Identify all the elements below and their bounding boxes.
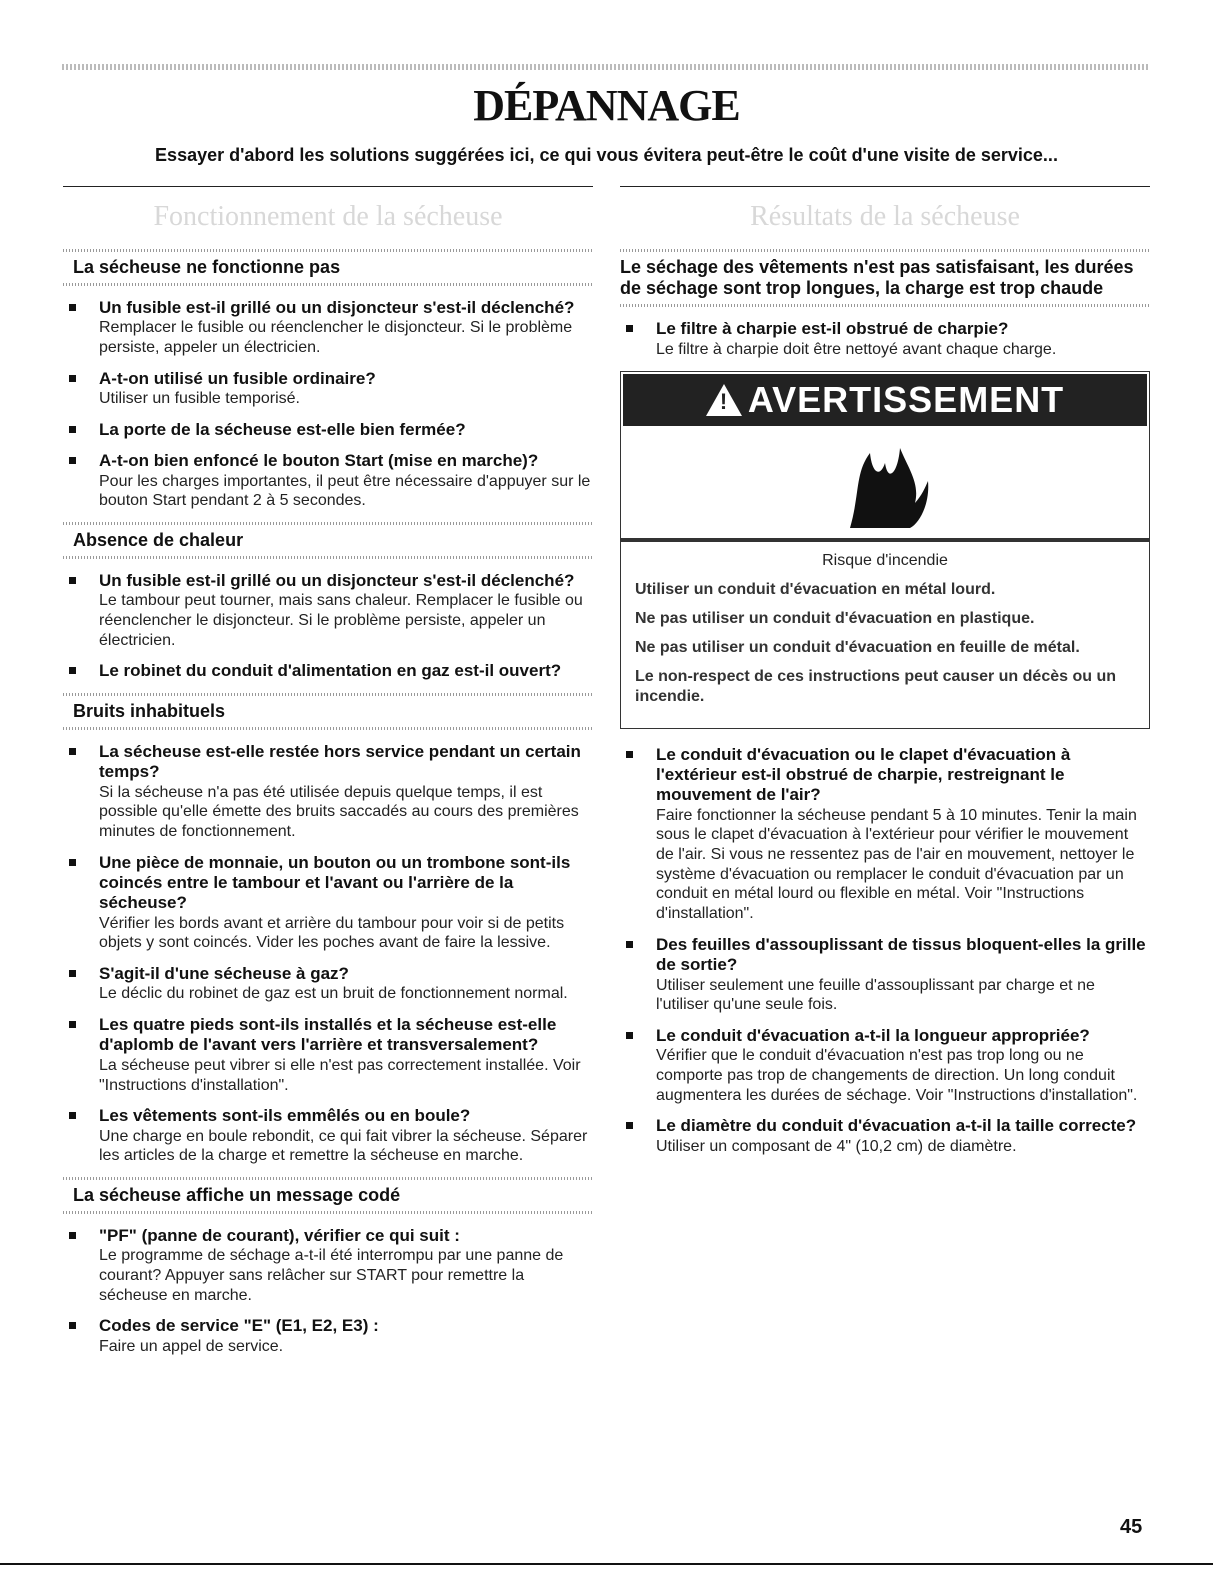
warning-risk: Risque d'incendie bbox=[822, 551, 948, 569]
item-answer: Pour les charges importantes, il peut être nécessaire d'appuyer sur le bouton Start pendant 2 à 5 secondes. bbox=[99, 472, 591, 510]
list-item bbox=[63, 742, 593, 842]
bullet-icon bbox=[69, 304, 76, 311]
item-question: Des feuilles d'assouplissant de tissus bloquent-elles la grille de sortie? bbox=[656, 934, 1146, 975]
warning-line: Le non-respect de ces instructions peut causer un décès ou un incendie. bbox=[635, 667, 1116, 705]
item-question: S'agit-il d'une sécheuse à gaz? bbox=[99, 964, 349, 984]
bullet-icon bbox=[69, 970, 76, 977]
list-item bbox=[63, 661, 593, 681]
bullet-icon bbox=[69, 375, 76, 382]
item-question: Les quatre pieds sont-ils installés et la sécheuse est-elle d'aplomb de l'avant vers l'arrière et transversalement? bbox=[99, 1015, 557, 1055]
warning-banner bbox=[623, 374, 1147, 426]
item-answer: Utiliser seulement une feuille d'assouplissant par charge et ne l'utiliser qu'une seule fois. bbox=[656, 976, 1095, 1014]
column-rule bbox=[620, 186, 1150, 187]
left-column bbox=[63, 186, 593, 1367]
troubleshooting-section bbox=[63, 249, 593, 511]
list-item bbox=[620, 1026, 1150, 1105]
page-title: DÉPANNAGE bbox=[473, 81, 740, 130]
page-number: 45 bbox=[1120, 1516, 1143, 1538]
item-list bbox=[63, 298, 593, 511]
list-item bbox=[63, 964, 593, 1004]
list-item bbox=[63, 1226, 593, 1305]
item-question: Le conduit d'évacuation ou le clapet d'évacuation à l'extérieur est-il obstrué de charpie, restreignant le mouvement de l'air? bbox=[656, 744, 1071, 805]
list-item bbox=[63, 1106, 593, 1166]
bottom-rule bbox=[0, 1563, 1213, 1565]
list-item bbox=[620, 319, 1150, 359]
warning-line: Utiliser un conduit d'évacuation en métal lourd. bbox=[635, 580, 996, 598]
warning-box bbox=[620, 371, 1150, 729]
list-item bbox=[63, 853, 593, 954]
section-divider bbox=[63, 283, 593, 286]
item-question: La sécheuse est-elle restée hors service pendant un certain temps? bbox=[99, 741, 581, 782]
item-answer: Utiliser un fusible temporisé. bbox=[99, 390, 300, 408]
item-question: Un fusible est-il grillé ou un disjoncteur s'est-il déclenché? bbox=[99, 298, 575, 317]
page-subtitle: Essayer d'abord les solutions suggérées ici, ce qui vous évitera peut-être le coût d'une visite de service... bbox=[155, 145, 1058, 165]
bullet-icon bbox=[626, 751, 633, 758]
item-answer: Le déclic du robinet de gaz est un bruit de fonctionnement normal. bbox=[99, 985, 568, 1003]
column-rule bbox=[63, 186, 593, 187]
warning-triangle-icon bbox=[706, 384, 742, 416]
troubleshooting-section bbox=[63, 693, 593, 1166]
item-question: Le diamètre du conduit d'évacuation a-t-il la taille correcte? bbox=[656, 1116, 1137, 1136]
item-answer: Le programme de séchage a-t-il été interrompu par une panne de courant? Appuyer sans relâcher sur START pour remettre la sécheuse en marche. bbox=[99, 1247, 564, 1304]
bullet-icon bbox=[69, 859, 76, 866]
list-item bbox=[620, 1116, 1150, 1156]
bullet-icon bbox=[69, 577, 76, 584]
section-heading: Le séchage des vêtements n'est pas satisfaisant, les durées de séchage sont trop longues, la charge est trop chaude bbox=[620, 257, 1134, 299]
section-heading: La sécheuse ne fonctionne pas bbox=[73, 257, 341, 277]
item-list bbox=[63, 571, 593, 682]
section-heading: La sécheuse affiche un message codé bbox=[73, 1184, 401, 1205]
item-question: A-t-on utilisé un fusible ordinaire? bbox=[99, 368, 376, 388]
troubleshooting-section bbox=[63, 522, 593, 682]
bullet-icon bbox=[69, 748, 76, 755]
item-question: La porte de la sécheuse est-elle bien fermée? bbox=[99, 419, 466, 439]
item-answer: Si la sécheuse n'a pas été utilisée depuis quelque temps, il est possible qu'elle émette des bruits saccadés au cours des premières minutes de fonctionnement. bbox=[99, 783, 579, 840]
warning-line: Ne pas utiliser un conduit d'évacuation en feuille de métal. bbox=[635, 638, 1080, 656]
item-answer: Une charge en boule rebondit, ce qui fait vibrer la sécheuse. Séparer les articles de la charge et remettre la sécheuse en marche. bbox=[99, 1127, 588, 1165]
right-column bbox=[620, 186, 1150, 1167]
bullet-icon bbox=[69, 1322, 76, 1329]
item-list bbox=[63, 1226, 593, 1356]
list-item bbox=[63, 369, 593, 409]
bullet-icon bbox=[69, 1232, 76, 1239]
item-list bbox=[620, 745, 1150, 1157]
list-item bbox=[63, 1316, 593, 1356]
item-list bbox=[63, 742, 593, 1166]
bullet-icon bbox=[69, 426, 76, 433]
list-item bbox=[63, 571, 593, 650]
section-divider bbox=[63, 727, 593, 730]
list-item bbox=[620, 745, 1150, 924]
left-sections bbox=[63, 249, 593, 1356]
list-item bbox=[63, 420, 593, 440]
troubleshooting-section bbox=[63, 1177, 593, 1356]
bullet-icon bbox=[626, 1032, 633, 1039]
bullet-icon bbox=[69, 1112, 76, 1119]
warning-line: Ne pas utiliser un conduit d'évacuation en plastique. bbox=[635, 609, 1035, 627]
item-answer: Remplacer le fusible ou réenclencher le disjoncteur. Si le problème persiste, appeler un électricien. bbox=[99, 319, 573, 357]
top-rule bbox=[62, 64, 1150, 70]
item-question: Les vêtements sont-ils emmêlés ou en boule? bbox=[99, 1106, 471, 1126]
item-answer: Vérifier les bords avant et arrière du tambour pour voir si de petits objets y sont coincés. Vider les poches avant de faire la lessive. bbox=[99, 914, 565, 952]
list-item bbox=[63, 451, 593, 511]
bullet-icon bbox=[69, 457, 76, 464]
item-question: Codes de service "E" (E1, E2, E3) : bbox=[99, 1316, 379, 1336]
item-question: Le robinet du conduit d'alimentation en gaz est-il ouvert? bbox=[99, 661, 562, 681]
fire-icon bbox=[621, 428, 1149, 542]
bullet-icon bbox=[626, 1122, 633, 1129]
warning-banner-text: AVERTISSEMENT bbox=[747, 378, 1065, 420]
item-answer: Faire fonctionner la sécheuse pendant 5 à 10 minutes. Tenir la main sous le clapet d'évacuation à l'extérieur pour vérifier le mouvement de l'air. Si vous ne ressentez pas de l'air en mouvement, nettoyer le système d'évacuation ou remplacer le conduit d'évacuation par un conduit en métal lourd ou flexible en métal. Voir "Instructions d'installation". bbox=[656, 806, 1137, 923]
item-answer: Le tambour peut tourner, mais sans chaleur. Remplacer le fusible ou réenclencher le disjoncteur. Si le problème persiste, appeler un électricien. bbox=[99, 592, 583, 649]
item-list bbox=[620, 319, 1150, 359]
item-question: "PF" (panne de courant), vérifier ce qui suit : bbox=[99, 1225, 460, 1245]
item-answer: Le filtre à charpie doit être nettoyé avant chaque charge. bbox=[656, 340, 1057, 358]
section-heading: Bruits inhabituels bbox=[73, 700, 226, 721]
bullet-icon bbox=[626, 941, 633, 948]
column-title: Résultats de la sécheuse bbox=[750, 201, 1020, 232]
bullet-icon bbox=[69, 667, 76, 674]
item-answer: Faire un appel de service. bbox=[99, 1337, 284, 1355]
section-divider bbox=[620, 304, 1150, 307]
item-answer: Utiliser un composant de 4" (10,2 cm) de diamètre. bbox=[656, 1137, 1017, 1155]
item-question: Un fusible est-il grillé ou un disjoncteur s'est-il déclenché? bbox=[99, 570, 575, 590]
bullet-icon bbox=[626, 325, 633, 332]
list-item bbox=[63, 1015, 593, 1095]
item-answer: La sécheuse peut vibrer si elle n'est pas correctement installée. Voir "Instructions d'installation". bbox=[99, 1056, 581, 1094]
item-question: A-t-on bien enfoncé le bouton Start (mise en marche)? bbox=[99, 451, 539, 471]
list-item bbox=[63, 298, 593, 358]
section-divider bbox=[63, 556, 593, 559]
item-answer: Vérifier que le conduit d'évacuation n'est pas trop long ou ne comporte pas trop de changements de direction. Un long conduit augmentera les durées de séchage. Voir "Instructions d'installation". bbox=[656, 1047, 1138, 1104]
item-question: Une pièce de monnaie, un bouton ou un trombone sont-ils coincés entre le tambour et l'avant ou l'arrière de la sécheuse? bbox=[99, 852, 571, 913]
item-question: Le conduit d'évacuation a-t-il la longueur appropriée? bbox=[656, 1025, 1090, 1045]
list-item bbox=[620, 935, 1150, 1015]
item-question: Le filtre à charpie est-il obstrué de charpie? bbox=[656, 319, 1009, 339]
section-divider bbox=[63, 1211, 593, 1214]
section-heading: Absence de chaleur bbox=[73, 529, 244, 550]
bullet-icon bbox=[69, 1021, 76, 1028]
column-title: Fonctionnement de la sécheuse bbox=[153, 201, 503, 232]
warning-body bbox=[621, 542, 1149, 728]
